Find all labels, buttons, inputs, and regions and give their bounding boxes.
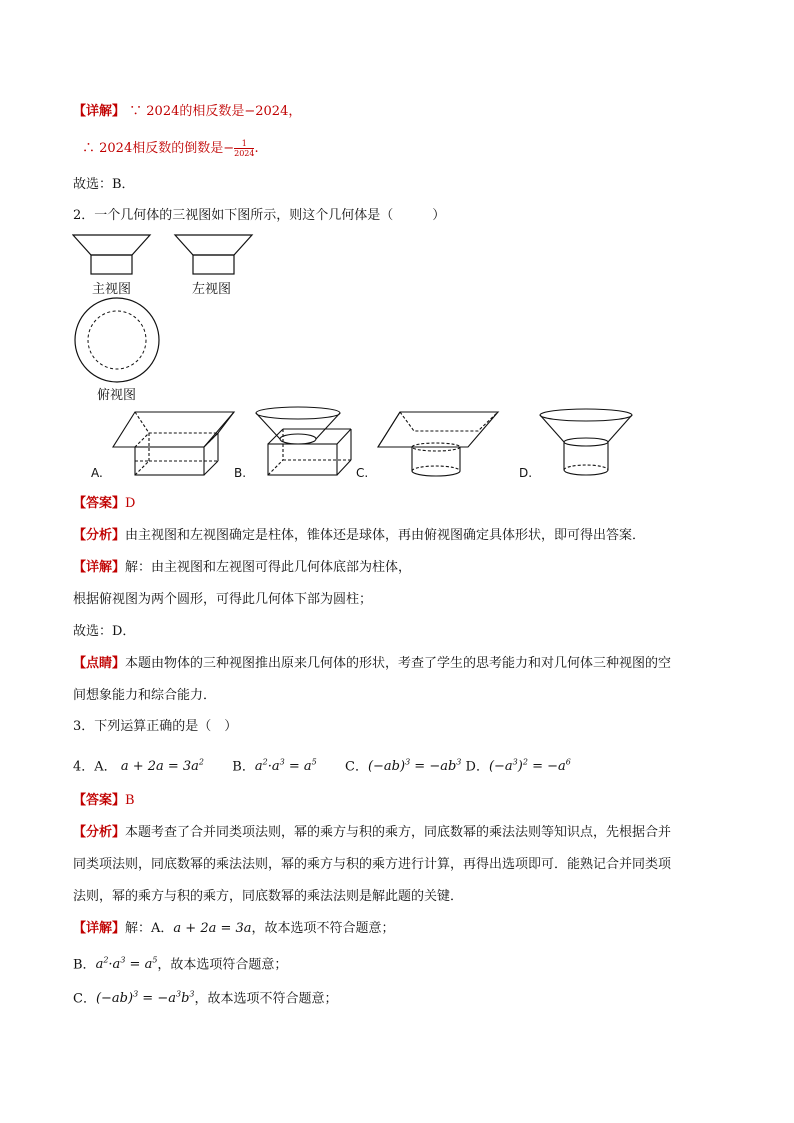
- option-b-label: B．: [232, 759, 255, 775]
- fraction-numerator: 1: [234, 139, 254, 149]
- top-view-inner-circle: [88, 311, 146, 369]
- detail-a-prefix: 解：A．: [125, 921, 174, 936]
- front-view-frustum: [73, 235, 150, 255]
- q3-answer: [73, 792, 135, 810]
- left-view-base: [193, 255, 234, 274]
- q3-detail-c: [73, 986, 338, 1008]
- option-d-expression: $(-a^3)^2 = -a^6$: [488, 758, 571, 775]
- detail-b-suffix: ，故本选项符合题意；: [157, 957, 288, 973]
- left-view-frustum: [175, 235, 252, 255]
- option-b-expression: $a^2\cdot a^3 = a^5$: [254, 758, 317, 775]
- q1-reciprocal-line: [82, 139, 259, 158]
- q3-detail-b: [73, 952, 287, 974]
- option-b-label: B.: [234, 466, 247, 480]
- option-d-figure: [540, 409, 632, 475]
- q2-answer: [73, 495, 135, 513]
- q3-stem: 3．下列运算正确的是（ ）: [73, 719, 238, 734]
- option-figures: [108, 404, 638, 484]
- option-a-expression: $a + 2a = 3a^2$: [120, 758, 205, 775]
- q3-detail-a: [73, 920, 395, 938]
- option-c-label: C．: [345, 759, 368, 775]
- option-d-label: D．: [465, 759, 489, 775]
- q2-analysis: [73, 527, 645, 545]
- option-c-label: C.: [356, 466, 369, 480]
- q3-analysis-end: 法则，幂的乘方与积的乘方，同底数幂的乘法法则是解此题的关键．: [73, 889, 464, 904]
- front-view-caption: 主视图: [92, 282, 132, 297]
- analysis-tag: 【分析】: [73, 528, 126, 543]
- detail-tag: 【详解】: [73, 560, 126, 575]
- q2-choice: 故选：D．: [73, 624, 136, 639]
- detail-tag: 【详解】: [73, 921, 126, 936]
- options-prefix: 4．A．: [73, 759, 117, 775]
- q1-choice: 故选：B．: [73, 177, 135, 192]
- analysis-text: 本题考查了合并同类项法则，幂的乘方与积的乘方，同底数幂的乘法法则等知识点，先根据合并: [125, 825, 672, 840]
- top-view-caption: 俯视图: [97, 388, 137, 403]
- option-b-figure: [256, 407, 351, 475]
- q3-options: [73, 754, 571, 776]
- q2-detail-continued: 根据俯视图为两个圆形，可得此几何体下部为圆柱；: [73, 592, 373, 607]
- detail-a-suffix: ，故本选项不符合题意；: [251, 921, 395, 936]
- q2-stem: 2．一个几何体的三视图如下图所示，则这个几何体是（ ）: [73, 208, 446, 223]
- comment-tag: 【点睛】: [73, 656, 126, 671]
- top-view: [73, 296, 163, 386]
- front-view-base: [91, 255, 132, 274]
- detail-c-expression: $(-ab)^3 = -a^3b^3$: [95, 990, 195, 1007]
- answer-value: D: [125, 496, 136, 511]
- answer-value: B: [125, 793, 135, 808]
- reciprocal-suffix: .: [254, 141, 259, 156]
- reciprocal-fraction: [234, 139, 254, 158]
- option-a-label: A.: [91, 466, 103, 480]
- q1-detail-line: [73, 103, 301, 121]
- analysis-tag: 【分析】: [73, 825, 126, 840]
- q3-analysis: [73, 824, 671, 842]
- detail-text: ∵ 2024的相反数是−2024，: [129, 104, 302, 119]
- fraction-denominator: 2024: [234, 149, 255, 158]
- detail-c-prefix: C．: [73, 991, 96, 1007]
- option-a-figure: [113, 412, 234, 475]
- q2-comment: [73, 655, 671, 673]
- answer-tag: 【答案】: [73, 496, 126, 511]
- option-c-expression: $(-ab)^3 = -ab^3$: [367, 758, 462, 775]
- reciprocal-prefix: ∴ 2024相反数的倒数是−: [82, 141, 235, 156]
- q2-comment-continued: 间想象能力和综合能力．: [73, 688, 217, 703]
- option-d-label: D.: [519, 466, 533, 480]
- detail-c-suffix: ，故本选项不符合题意；: [194, 991, 338, 1007]
- detail-a-expression: a + 2a = 3a: [173, 921, 252, 936]
- q2-detail: [73, 559, 411, 577]
- detail-b-prefix: B．: [73, 957, 96, 973]
- detail-text: 解：由主视图和左视图可得此几何体底部为柱体，: [125, 560, 412, 575]
- answer-tag: 【答案】: [73, 793, 126, 808]
- detail-b-expression: $a^2\cdot a^3 = a^5$: [95, 956, 158, 973]
- comment-text: 本题由物体的三种视图推出原来几何体的形状，考查了学生的思考能力和对几何体三种视图的空: [125, 656, 672, 671]
- q3-analysis-continued: 同类项法则，同底数幂的乘法法则，幂的乘方与积的乘方进行计算，再得出选项即可．能熟记合并同类项: [73, 857, 672, 872]
- analysis-text: 由主视图和左视图确定是柱体，锥体还是球体，再由俯视图确定具体形状，即可得出答案．: [125, 528, 646, 543]
- detail-tag: 【详解】: [73, 104, 126, 119]
- option-c-figure: [378, 412, 498, 476]
- left-view-caption: 左视图: [192, 282, 232, 297]
